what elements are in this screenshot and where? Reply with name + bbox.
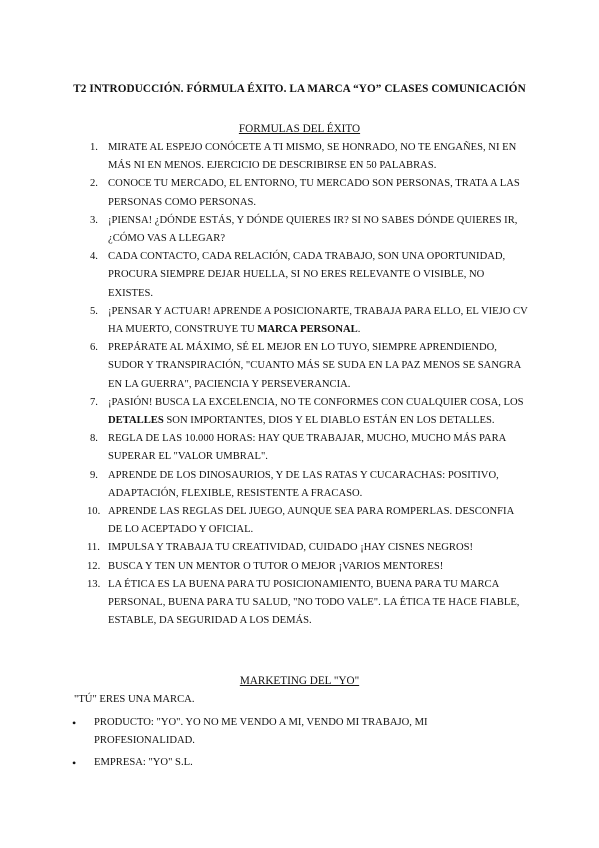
list-item-text: ¡PIENSA! ¿DÓNDE ESTÁS, Y DÓNDE QUIERES IR? SI NO SABES DÓNDE QUIERES IR, ¿CÓMO VAS A LLEGAR? (108, 214, 518, 245)
list-item (90, 212, 530, 248)
bullet-item (72, 714, 522, 750)
list-number: 2. (90, 178, 98, 190)
list-item (87, 503, 530, 539)
list-item-text: ¡PASIÓN! BUSCA LA EXCELENCIA, NO TE CONFORMES CON CUALQUIER COSA, LOS (108, 396, 524, 408)
bullet-icon: • (72, 716, 77, 730)
list-item-text: PREPÁRATE AL MÁXIMO, SÉ EL MEJOR EN LO TUYO, SIEMPRE APRENDIENDO, SUDOR Y TRANSPIRACIÓN, "CUANTO MÁS SE SUDA EN LA PAZ MENOS SE SANGRA EN LA GUERRA", PACIENCIA Y PERSEVERANCIA. (108, 342, 521, 390)
list-number: 8. (90, 433, 98, 445)
list-number: 13. (87, 578, 101, 590)
list-item-text: APRENDE LAS REGLAS DEL JUEGO, AUNQUE SEA PARA ROMPERLAS. DESCONFIA DE LO ACEPTADO Y OFICIAL. (108, 506, 514, 536)
section-heading-marketing: MARKETING DEL "YO" (239, 675, 360, 687)
list-item-text: CONOCE TU MERCADO, EL ENTORNO, TU MERCADO SON PERSONAS, TRATA A LAS PERSONAS COMO PERSONAS. (108, 178, 520, 208)
list-item (90, 339, 530, 394)
formulas-list (87, 139, 530, 630)
bullet-item (72, 754, 522, 772)
list-number: 1. (90, 142, 98, 153)
list-item (90, 430, 530, 466)
list-item-bold: MARCA PERSONAL (257, 324, 358, 336)
list-item (90, 467, 530, 503)
bullet-text: EMPRESA: "YO" S.L. (94, 757, 193, 769)
list-item-text: APRENDE DE LOS DINOSAURIOS, Y DE LAS RATAS Y CUCARACHAS: POSITIVO, ADAPTACIÓN, FLEXIBLE, RESISTENTE A FRACASO. (108, 469, 499, 499)
list-item (87, 539, 530, 557)
list-number: 5. (90, 305, 98, 317)
marketing-intro: "TÚ" ERES UNA MARCA. (74, 694, 195, 705)
list-item-text: ¡PENSAR Y ACTUAR! APRENDE A POSICIONARTE, TRABAJA PARA ELLO, EL VIEJO CV HA MUERTO, CONSTRUYE TU (108, 305, 528, 336)
document-title: T2 INTRODUCCIÓN. FÓRMULA ÉXITO. LA MARCA “YO” CLASES COMUNICACIÓN (73, 83, 526, 95)
list-item-text: LA ÉTICA ES LA BUENA PARA TU POSICIONAMIENTO, BUENA PARA TU MARCA PERSONAL, BUENA PARA TU SALUD, "NO TODO VALE". LA ÉTICA TE HACE FIABLE, ESTABLE, DA SEGURIDAD A LOS DEMÁS. (108, 578, 520, 627)
list-number: 7. (90, 396, 98, 408)
list-item-text-after: SON IMPORTANTES, DIOS Y EL DIABLO ESTÁN EN LOS DETALLES. (163, 415, 495, 427)
list-item (90, 394, 530, 430)
list-number: 12. (87, 560, 101, 572)
list-number: 9. (90, 469, 98, 481)
list-number: 3. (90, 214, 98, 226)
list-item-text: IMPULSA Y TRABAJA TU CREATIVIDAD, CUIDADO ¡HAY CISNES NEGROS! (108, 542, 474, 554)
list-item-bold: DETALLES (108, 415, 164, 427)
marketing-bullet-list (72, 714, 522, 777)
list-item-text-after: . (357, 324, 361, 336)
list-item (90, 139, 530, 175)
bullet-icon: • (72, 756, 77, 771)
list-item-text: CADA CONTACTO, CADA RELACIÓN, CADA TRABAJO, SON UNA OPORTUNIDAD, PROCURA SIEMPRE DEJAR HUELLA, SI NO ERES RELEVANTE O VISIBLE, NO EXISTES. (108, 251, 506, 299)
list-item (90, 248, 530, 303)
list-item (87, 558, 530, 576)
list-item-text: MIRATE AL ESPEJO CONÓCETE A TI MISMO, SE HONRADO, NO TE ENGAÑES, NI EN MÁS NI EN MENOS. EJERCICIO DE DESCRIBIRSE EN 50 PALABRAS. (108, 142, 517, 172)
bullet-text: PRODUCTO: "YO". YO NO ME VENDO A MI, VENDO MI TRABAJO, MI PROFESIONALIDAD. (94, 717, 428, 747)
list-item-text: BUSCA Y TEN UN MENTOR O TUTOR O MEJOR ¡VARIOS MENTORES! (108, 560, 444, 572)
list-item-text: REGLA DE LAS 10.000 HORAS: HAY QUE TRABAJAR, MUCHO, MUCHO MÁS PARA SUPERAR EL "VALOR UMBRAL". (108, 433, 506, 463)
list-number: 11. (87, 542, 100, 554)
list-number: 4. (90, 251, 98, 263)
section-heading-formulas: FORMULAS DEL ÉXITO (238, 123, 361, 135)
list-number: 10. (87, 506, 101, 518)
list-number: 6. (90, 342, 98, 354)
list-item (87, 576, 530, 631)
list-item (90, 303, 530, 339)
list-item (90, 175, 530, 211)
